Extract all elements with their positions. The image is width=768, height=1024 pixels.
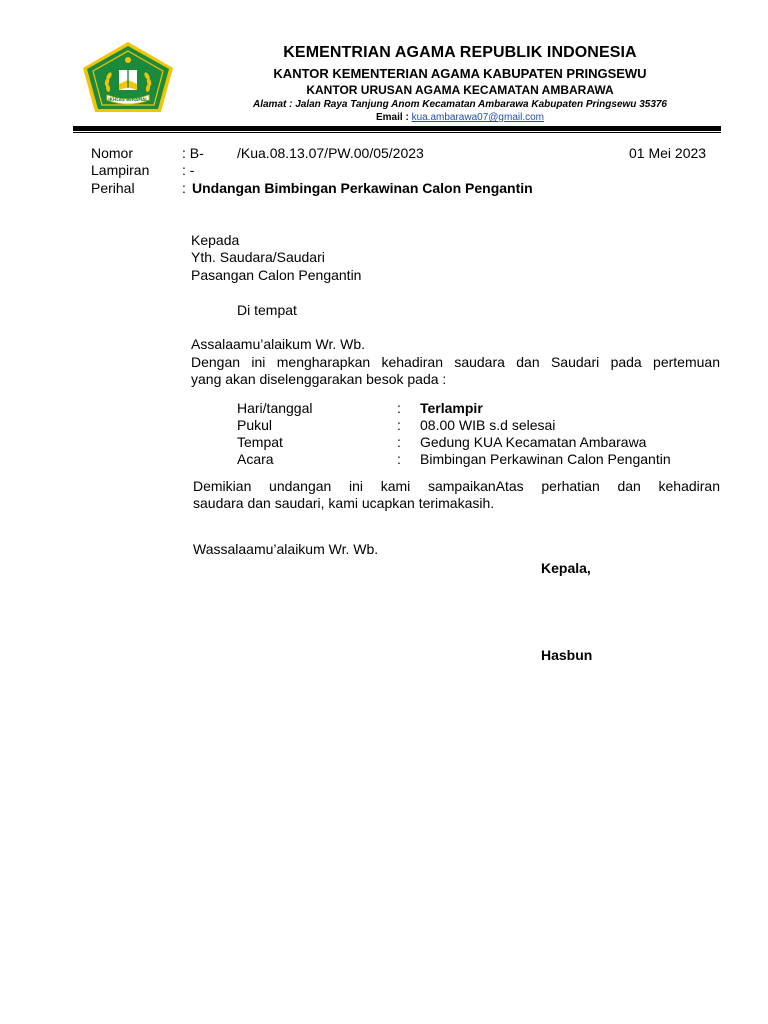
recipient-place: Di tempat — [237, 302, 297, 318]
perihal-label: Perihal — [91, 180, 135, 196]
recipient-line-2: Yth. Saudara/Saudari — [191, 249, 325, 265]
header-rule-thin — [73, 132, 721, 133]
greeting: Assalaamu’alaikum Wr. Wb. — [191, 336, 366, 352]
letterhead-line-3: KANTOR URUSAN AGAMA KECAMATAN AMBARAWA — [306, 83, 614, 97]
lampiran-label: Lampiran — [91, 162, 150, 178]
closing-line-2: saudara dan saudari, kami ucapkan terimakasih. — [193, 495, 495, 511]
signatory-name: Hasbun — [541, 647, 593, 663]
paragraph-1-line-2: yang akan diselenggarakan besok pada : — [191, 371, 447, 387]
recipient-line-3: Pasangan Calon Pengantin — [191, 267, 362, 283]
nomor-label: Nomor — [91, 145, 134, 161]
letterhead-line-1: KEMENTRIAN AGAMA REPUBLIK INDONESIA — [283, 44, 637, 61]
detail-value-place: Gedung KUA Kecamatan Ambarawa — [420, 434, 647, 450]
email-label: Email : — [375, 112, 409, 123]
detail-label-event: Acara — [237, 451, 274, 467]
signatory-title: Kepala, — [541, 560, 591, 576]
lampiran-value: : - — [182, 162, 195, 178]
detail-colon-event: : — [397, 451, 401, 467]
detail-value-date: Terlampir — [420, 400, 483, 416]
header-rule-thick — [73, 126, 721, 131]
letterhead-address: Alamat : Jalan Raya Tanjung Anom Kecamatan Ambarawa Kabupaten Pringsewu 35376 — [252, 99, 667, 110]
paragraph-1-line-1: Dengan ini mengharapkan kehadiran saudara dan Saudari pada pertemuan — [191, 354, 720, 370]
perihal-colon: : — [182, 180, 186, 196]
letter-date: 01 Mei 2023 — [629, 145, 707, 161]
detail-value-event: Bimbingan Perkawinan Calon Pengantin — [420, 451, 671, 467]
farewell: Wassalaamu’alaikum Wr. Wb. — [193, 541, 379, 557]
detail-colon-place: : — [397, 434, 401, 450]
detail-value-time: 08.00 WIB s.d selesai — [420, 417, 556, 433]
ministry-logo — [81, 40, 175, 114]
detail-colon-time: : — [397, 417, 401, 433]
detail-colon-date: : — [397, 400, 401, 416]
email-link[interactable]: kua.ambarawa07@gmail.com — [411, 112, 544, 123]
letterhead-email-line — [180, 112, 740, 123]
detail-label-date: Hari/tanggal — [237, 400, 313, 416]
nomor-value: : B- — [182, 145, 204, 161]
closing-line-1: Demikian undangan ini kami sampaikanAtas perhatian dan kehadiran — [193, 478, 720, 494]
perihal-value: Undangan Bimbingan Perkawinan Calon Pengantin — [192, 180, 533, 196]
detail-label-place: Tempat — [237, 434, 283, 450]
letterhead-line-2: KANTOR KEMENTERIAN AGAMA KABUPATEN PRINGSEWU — [273, 66, 647, 81]
logo-motto: IKHLAS BERAMAL — [108, 97, 148, 102]
detail-label-time: Pukul — [237, 417, 273, 433]
recipient-line-1: Kepada — [191, 232, 240, 248]
nomor-reference: /Kua.08.13.07/PW.00/05/2023 — [237, 145, 424, 161]
